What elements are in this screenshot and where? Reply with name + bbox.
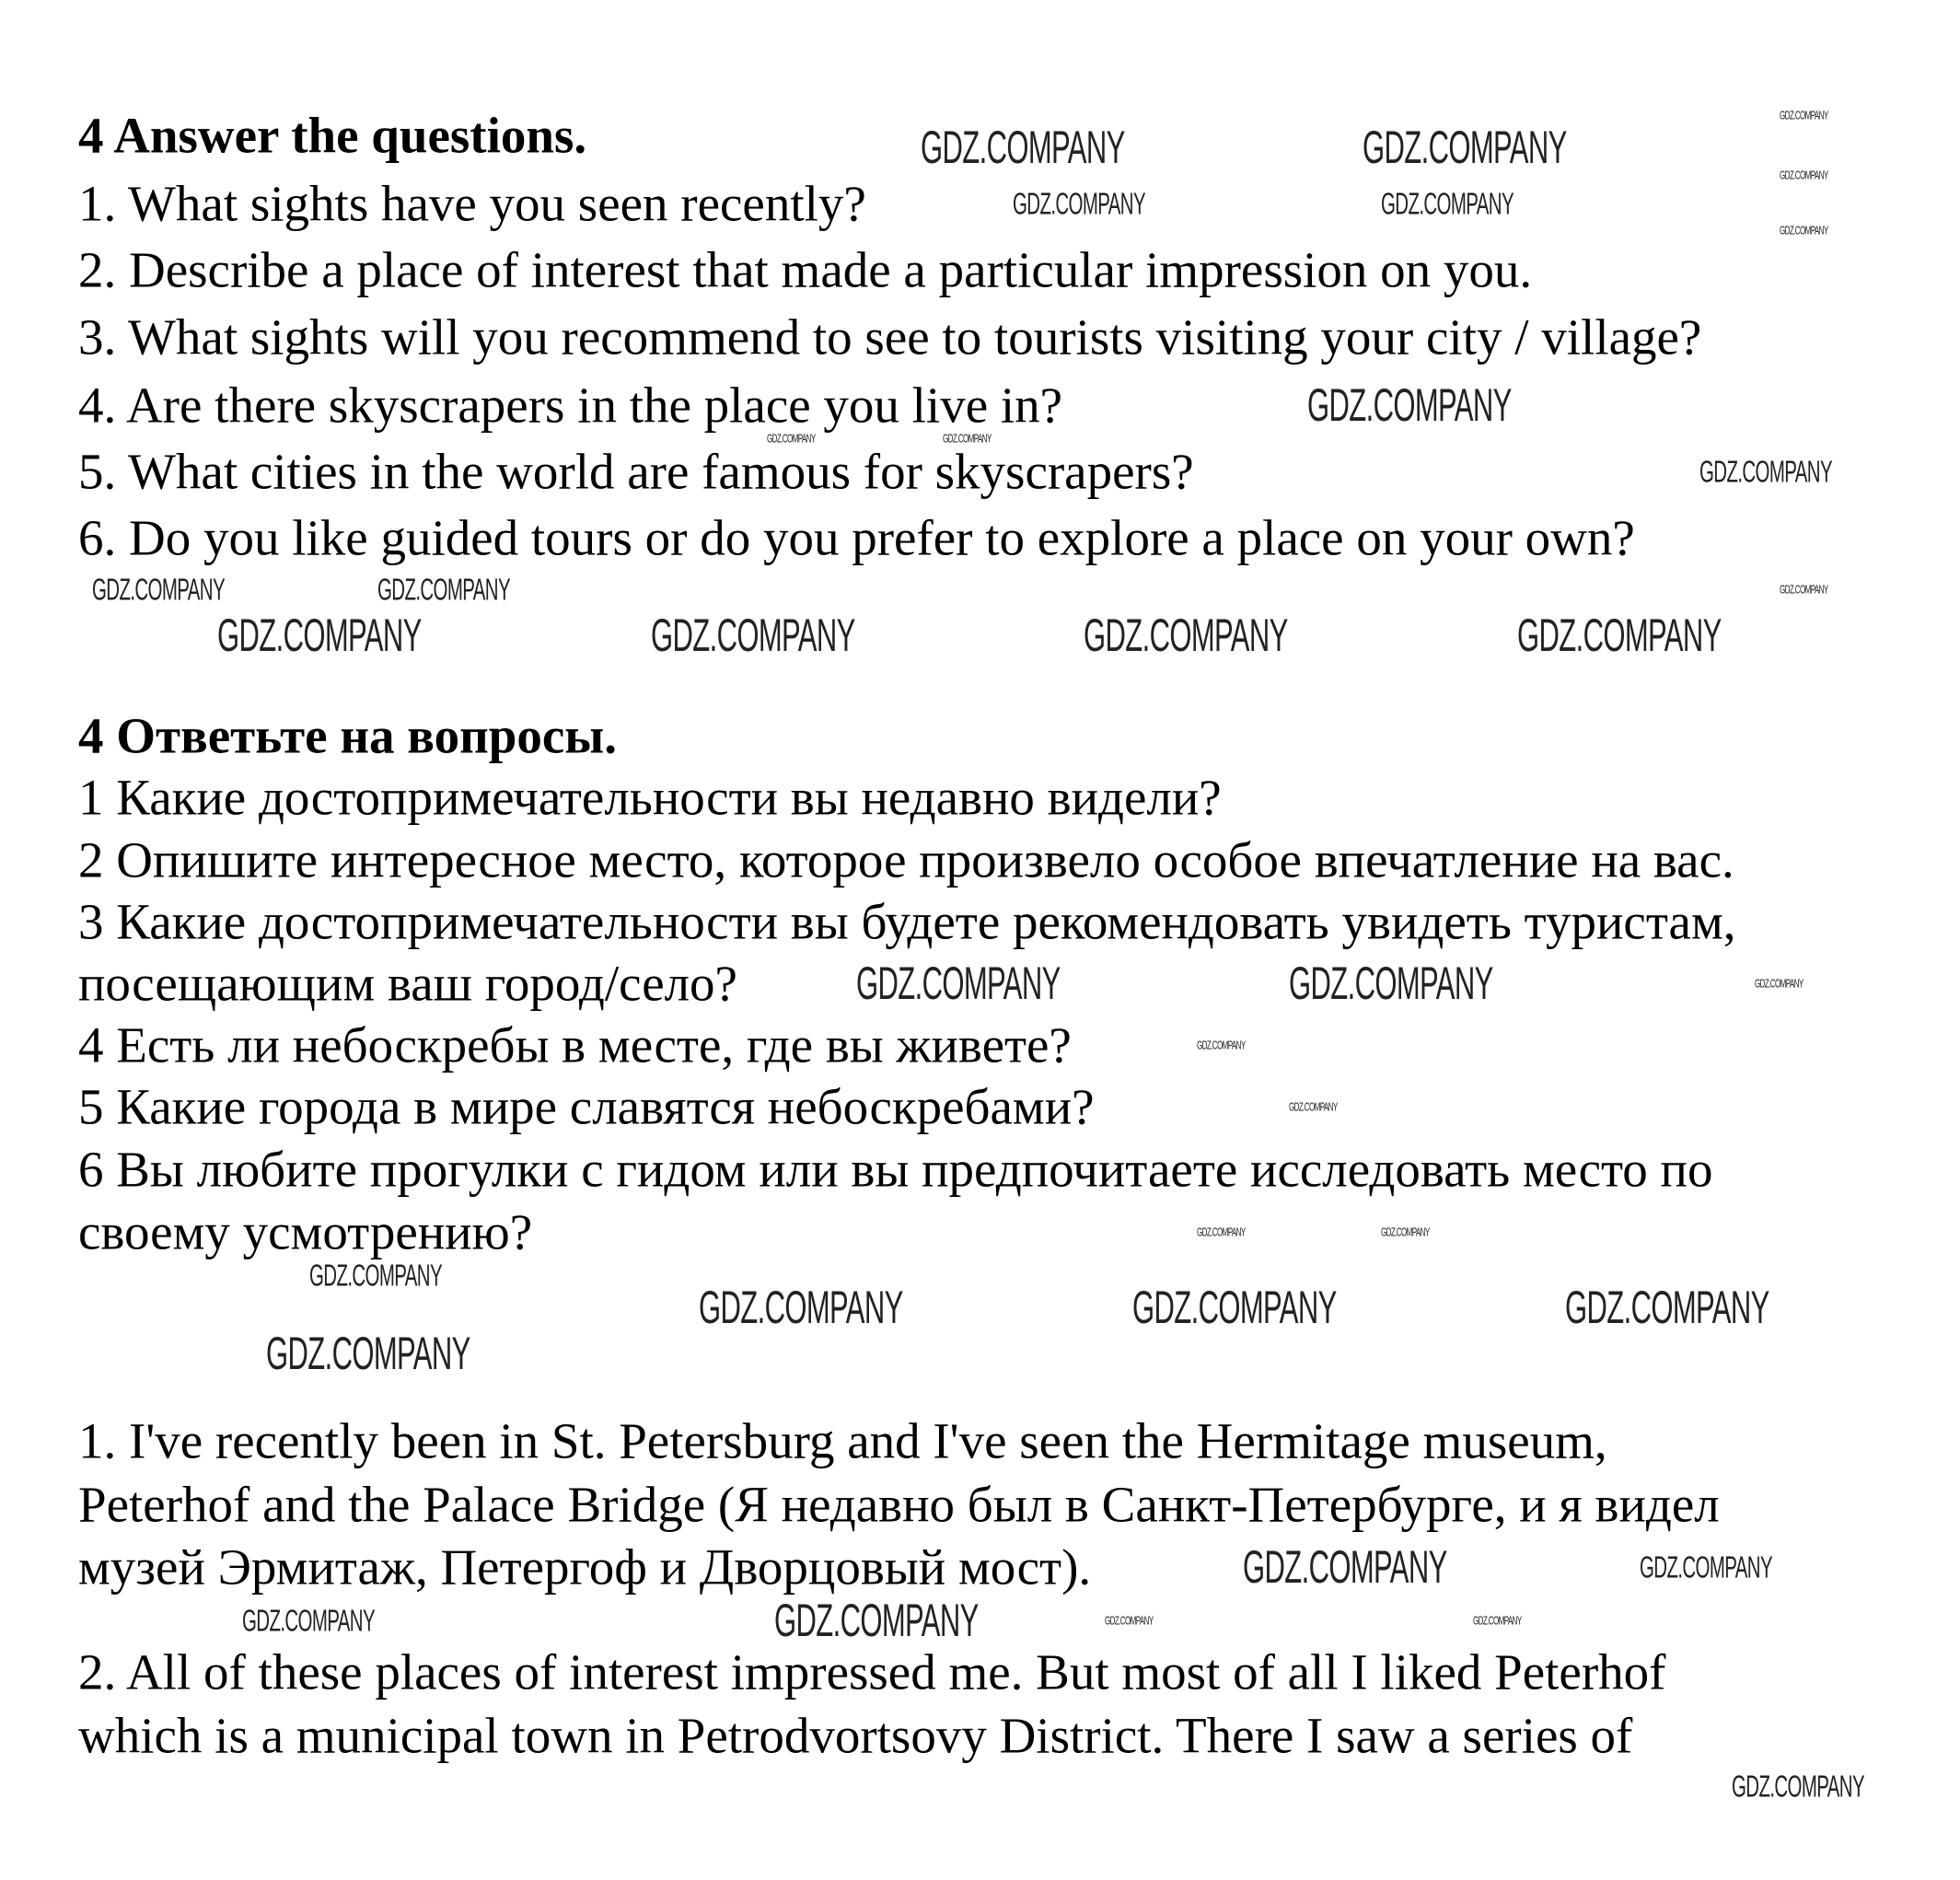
watermark: GDZ.COMPANY — [1640, 1549, 1772, 1584]
watermark: GDZ.COMPANY — [1105, 1613, 1154, 1628]
watermark: GDZ.COMPANY — [92, 572, 225, 607]
watermark: GDZ.COMPANY — [856, 957, 1061, 1009]
watermark: GDZ.COMPANY — [1381, 1224, 1430, 1239]
watermark: GDZ.COMPANY — [774, 1595, 979, 1646]
question-4: 4. Are there skyscrapers in the place you live in? — [78, 377, 1063, 434]
watermark: GDZ.COMPANY — [1243, 1541, 1447, 1593]
watermark: GDZ.COMPANY — [1565, 1282, 1769, 1333]
watermark: GDZ.COMPANY — [921, 122, 1125, 173]
question-3: 3. What sights will you recommend to see to tourists visiting your city / village? — [78, 308, 1702, 366]
watermark: GDZ.COMPANY — [1755, 976, 1803, 991]
watermark: GDZ.COMPANY — [1473, 1613, 1522, 1628]
watermark: GDZ.COMPANY — [699, 1282, 903, 1333]
watermark: GDZ.COMPANY — [1289, 1099, 1338, 1114]
russian-line: 1 Какие достопримечательности вы недавно видели? — [78, 769, 1222, 826]
watermark: GDZ.COMPANY — [1363, 122, 1567, 173]
watermark: GDZ.COMPANY — [1013, 186, 1145, 221]
watermark: GDZ.COMPANY — [1289, 957, 1493, 1009]
watermark: GDZ.COMPANY — [767, 431, 816, 446]
watermark: GDZ.COMPANY — [1084, 609, 1288, 661]
watermark: GDZ.COMPANY — [1307, 379, 1512, 431]
watermark: GDZ.COMPANY — [943, 431, 992, 446]
watermark: GDZ.COMPANY — [1780, 108, 1828, 122]
watermark: GDZ.COMPANY — [1780, 223, 1828, 238]
english-title: 4 Answer the questions. — [78, 107, 587, 164]
russian-line: 2 Опишите интересное место, которое произвело особое впечатление на вас. — [78, 831, 1734, 888]
watermark: GDZ.COMPANY — [1732, 1769, 1864, 1804]
watermark: GDZ.COMPANY — [1780, 582, 1828, 597]
watermark: GDZ.COMPANY — [1780, 168, 1828, 182]
watermark: GDZ.COMPANY — [217, 609, 422, 661]
russian-line: посещающим ваш город/село? — [78, 955, 737, 1012]
watermark: GDZ.COMPANY — [1197, 1038, 1246, 1052]
answer-line: 2. All of these places of interest impressed me. But most of all I liked Peterhof — [78, 1643, 1666, 1700]
question-2: 2. Describe a place of interest that made a particular impression on you. — [78, 241, 1533, 298]
watermark: GDZ.COMPANY — [242, 1603, 375, 1638]
russian-title: 4 Ответьте на вопросы. — [78, 707, 617, 764]
question-1: 1. What sights have you seen recently? — [78, 175, 866, 232]
russian-line: 5 Какие города в мире славятся небоскребами? — [78, 1078, 1095, 1135]
russian-line: своему усмотрению? — [78, 1203, 533, 1260]
answer-line: музей Эрмитаж, Петергоф и Дворцовый мост). — [78, 1538, 1092, 1596]
watermark: GDZ.COMPANY — [266, 1328, 470, 1379]
watermark: GDZ.COMPANY — [309, 1258, 442, 1293]
watermark: GDZ.COMPANY — [651, 609, 855, 661]
watermark: GDZ.COMPANY — [377, 572, 510, 607]
answer-line: which is a municipal town in Petrodvortsovy District. There I saw a series of — [78, 1707, 1633, 1764]
question-5: 5. What cities in the world are famous for skyscrapers? — [78, 443, 1194, 500]
question-6: 6. Do you like guided tours or do you prefer to explore a place on your own? — [78, 509, 1635, 566]
watermark: GDZ.COMPANY — [1132, 1282, 1337, 1333]
russian-line: 4 Есть ли небоскребы в месте, где вы живете? — [78, 1016, 1072, 1073]
russian-line: 3 Какие достопримечательности вы будете рекомендовать увидеть туристам, — [78, 893, 1736, 950]
russian-line: 6 Вы любите прогулки с гидом или вы предпочитаете исследовать место по — [78, 1141, 1713, 1198]
watermark: GDZ.COMPANY — [1517, 609, 1722, 661]
answer-line: 1. I've recently been in St. Petersburg and I've seen the Hermitage museum, — [78, 1412, 1607, 1469]
answer-line: Peterhof and the Palace Bridge (Я недавно был в Санкт-Петербурге, и я видел — [78, 1476, 1720, 1533]
watermark: GDZ.COMPANY — [1197, 1224, 1246, 1239]
watermark: GDZ.COMPANY — [1381, 186, 1513, 221]
watermark: GDZ.COMPANY — [1699, 454, 1832, 489]
